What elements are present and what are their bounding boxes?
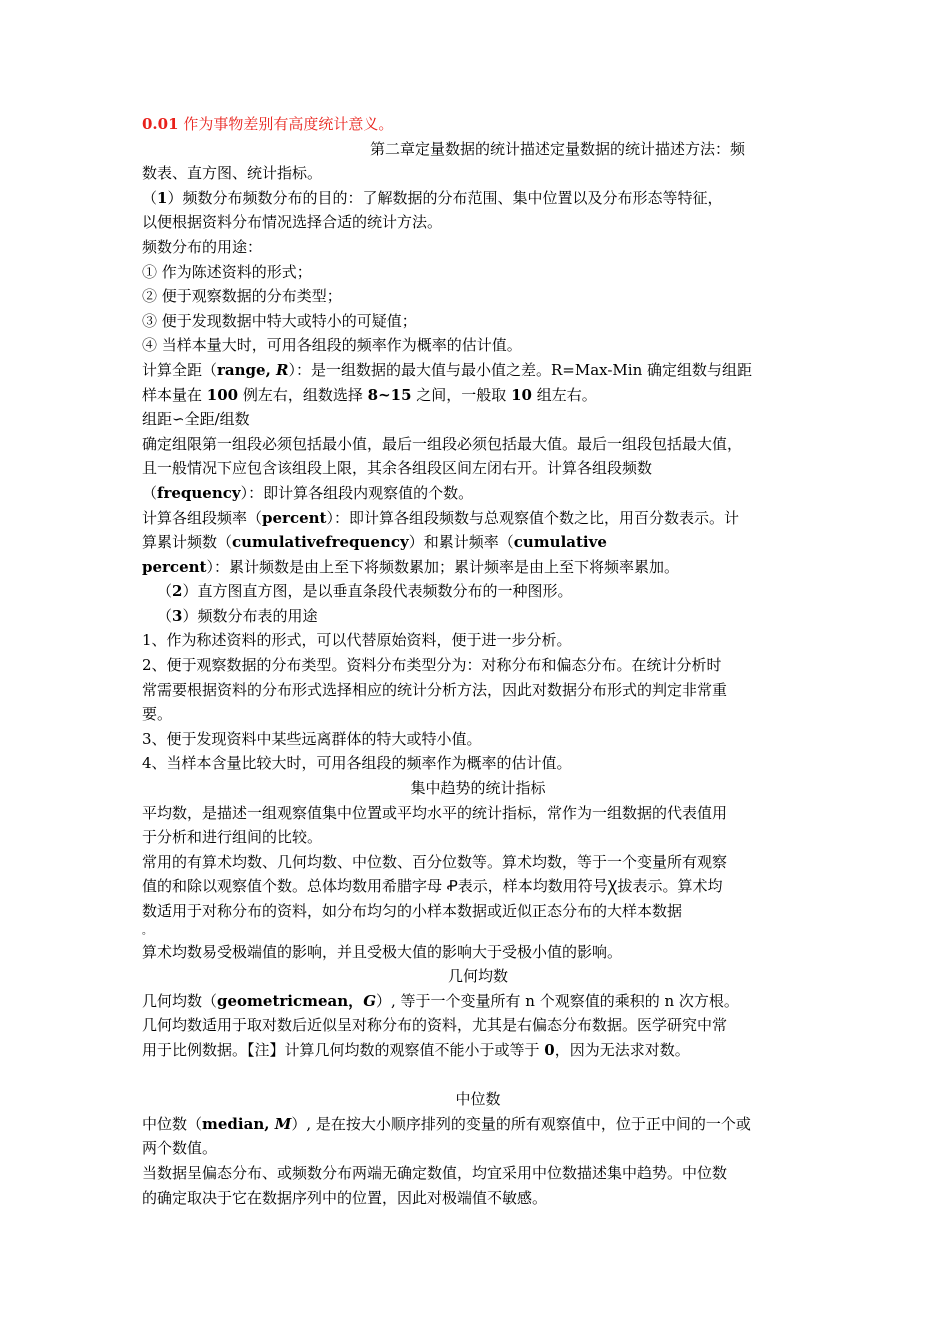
blank-line: [142, 1063, 814, 1088]
text-line: 几何均数适用于取对数后近似呈对称分布的资料，尤其是右偏态分布数据。医学研究中常: [142, 1016, 728, 1035]
text-span: 样本量在: [142, 385, 207, 404]
text-line: 确定组限第一组段必须包括最小值，最后一组段必须包括最大值。最后一组段包括最大值，: [142, 434, 743, 453]
number: 0: [544, 1040, 555, 1059]
section-heading: [142, 186, 814, 211]
text-span: ）频数分布频数分布的目的：了解数据的分布范围、集中位置以及分布形态等特征，: [167, 188, 723, 207]
text-line: 两个数值。: [142, 1139, 218, 1158]
list-item: ③ 便于发现数据中特大或特小的可疑值；: [142, 311, 417, 330]
text-line: 值的和除以观察值个数。总体均数用希腊字母 Ꝓ表示，样本均数用符号Ꭓ拔表示。算术均: [142, 877, 723, 896]
term-en: range: [217, 360, 266, 379]
text-span: ）, 是在按大小顺序排列的变量的所有观察值中，位于正中间的一个或: [291, 1114, 751, 1133]
text-line: 。: [142, 925, 152, 937]
text-line: [142, 358, 814, 383]
symbol: R: [276, 360, 289, 379]
text-span: ）：累计频数是由上至下将频数累加；累计频率是由上至下将频率累加。: [206, 557, 679, 576]
list-item: 2、便于观察数据的分布类型。资料分布类型分为：对称分布和偏态分布。在统计分析时: [142, 656, 722, 675]
number: 10: [511, 385, 532, 404]
text-line: 且一般情况下应包含该组段上限，其余各组段区间左闭右开。计算各组段频数: [142, 459, 653, 478]
text-span: 几何均数（: [142, 991, 218, 1010]
chapter-heading: 第二章定量数据的统计描述定量数据的统计描述方法：频: [370, 139, 746, 158]
symbol: G: [363, 991, 376, 1010]
text-line: 算术均数易受极端值的影响，并且受极大值的影响大于受极小值的影响。: [142, 942, 623, 961]
list-item: ① 作为陈述资料的形式；: [142, 262, 312, 281]
text-span: （: [157, 582, 173, 601]
term-en: cumulativefrequency: [232, 533, 409, 552]
text-span: 作为事物差别有高度统计意义。: [178, 115, 394, 133]
text-span: （: [157, 606, 173, 625]
term-en: frequency: [157, 483, 241, 502]
text-line: [142, 481, 814, 506]
number: 100: [206, 385, 239, 404]
term-en: percent: [262, 508, 327, 527]
document-body: [142, 112, 814, 1210]
section-title: 几何均数: [447, 967, 508, 986]
text-span: ，因为无法求对数。: [554, 1040, 690, 1059]
list-item: ② 便于观察数据的分布类型；: [142, 287, 342, 306]
text-line: 于分析和进行组间的比较。: [142, 828, 323, 847]
text-line: 以便根据资料分布情况选择合适的统计方法。: [142, 213, 443, 232]
text-line: 平均数，是描述一组观察值集中位置或平均水平的统计指标，常作为一组数据的代表值用: [142, 803, 728, 822]
highlight-number: 0.01: [142, 115, 179, 133]
text-span: （: [142, 483, 158, 502]
section-heading: [142, 579, 814, 604]
text-line: 要。: [142, 705, 173, 724]
text-line: 数表、直方图、统计指标。: [142, 164, 323, 183]
text-line: 的确定取决于它在数据序列中的位置，因此对极端值不敏感。: [142, 1188, 548, 1207]
text-span: ，: [348, 991, 364, 1010]
text-span: 例左右，组数选择: [238, 385, 368, 404]
text-span: 算累计频数（: [142, 533, 233, 552]
text-span: 计算各组段频率（: [142, 508, 263, 527]
text-span: 组左右。: [531, 385, 597, 404]
text-span: （: [142, 188, 158, 207]
text-line: 常用的有算术均数、几何均数、中位数、百分位数等。算术均数，等于一个变量所有观察: [142, 852, 728, 871]
section-heading: [142, 604, 814, 629]
list-item: ④ 当样本量大时，可用各组段的频率作为概率的估计值。: [142, 336, 522, 355]
text-span: ,: [264, 1114, 275, 1133]
text-span: ）频数分布表的用途: [182, 606, 318, 625]
text-line: [142, 383, 814, 408]
list-item: 1、作为称述资料的形式，可以代替原始资料，便于进一步分析。: [142, 631, 572, 650]
text-line: [142, 530, 814, 555]
term-en: cumulative: [513, 533, 607, 552]
text-line: 当数据呈偏态分布、或频数分布两端无确定数值，均宜采用中位数描述集中趋势。中位数: [142, 1163, 728, 1182]
term-en: median: [202, 1114, 265, 1133]
text-line: 数适用于对称分布的资料，如分布均匀的小样本数据或近似正态分布的大样本数据: [142, 902, 683, 920]
term-en: geometricmean: [217, 991, 349, 1010]
section-number: 3: [172, 606, 183, 625]
text-line: 组距∽全距/组数: [142, 410, 250, 429]
text-span: ）, 等于一个变量所有 n 个观察值的乘积的 n 次方根。: [376, 991, 739, 1010]
text-span: 计算全距（: [142, 360, 218, 379]
text-span: ）：即计算各组段频数与总观察值个数之比，用百分数表示。计: [326, 508, 739, 527]
section-number: 1: [157, 188, 168, 207]
text-span: ）直方图直方图，是以垂直条段代表频数分布的一种图形。: [182, 582, 573, 601]
text-line: [142, 112, 814, 137]
text-line: [142, 506, 814, 531]
text-span: ）：是一组数据的最大值与最小值之差。R=Max-Min 确定组数与组距: [288, 360, 753, 379]
text-span: ,: [265, 360, 277, 379]
text-span: 之间，一般取: [411, 385, 512, 404]
text-line: 常需要根据资料的分布形式选择相应的统计分析方法，因此对数据分布形式的判定非常重: [142, 680, 728, 699]
list-item: 4、当样本含量比较大时，可用各组段的频率作为概率的估计值。: [142, 754, 572, 773]
list-item: 3、便于发现资料中某些远离群体的特大或特小值。: [142, 729, 482, 748]
text-span: 中位数（: [142, 1114, 203, 1133]
text-line: [142, 1038, 814, 1063]
section-number: 2: [172, 582, 183, 601]
symbol: M: [274, 1114, 292, 1133]
text-line: 频数分布的用途：: [142, 237, 263, 256]
section-title: 中位数: [455, 1090, 501, 1109]
term-en: percent: [142, 557, 207, 576]
text-line: [142, 1112, 814, 1137]
text-span: ）和累计频率（: [408, 533, 514, 552]
text-span: ）：即计算各组段内观察值的个数。: [240, 483, 474, 502]
text-line: [142, 989, 814, 1014]
text-line: [142, 555, 814, 580]
number: 8~15: [367, 385, 412, 404]
section-title: 集中趋势的统计指标: [410, 779, 546, 798]
text-span: 用于比例数据。【注】计算几何均数的观察值不能小于或等于: [142, 1040, 545, 1059]
